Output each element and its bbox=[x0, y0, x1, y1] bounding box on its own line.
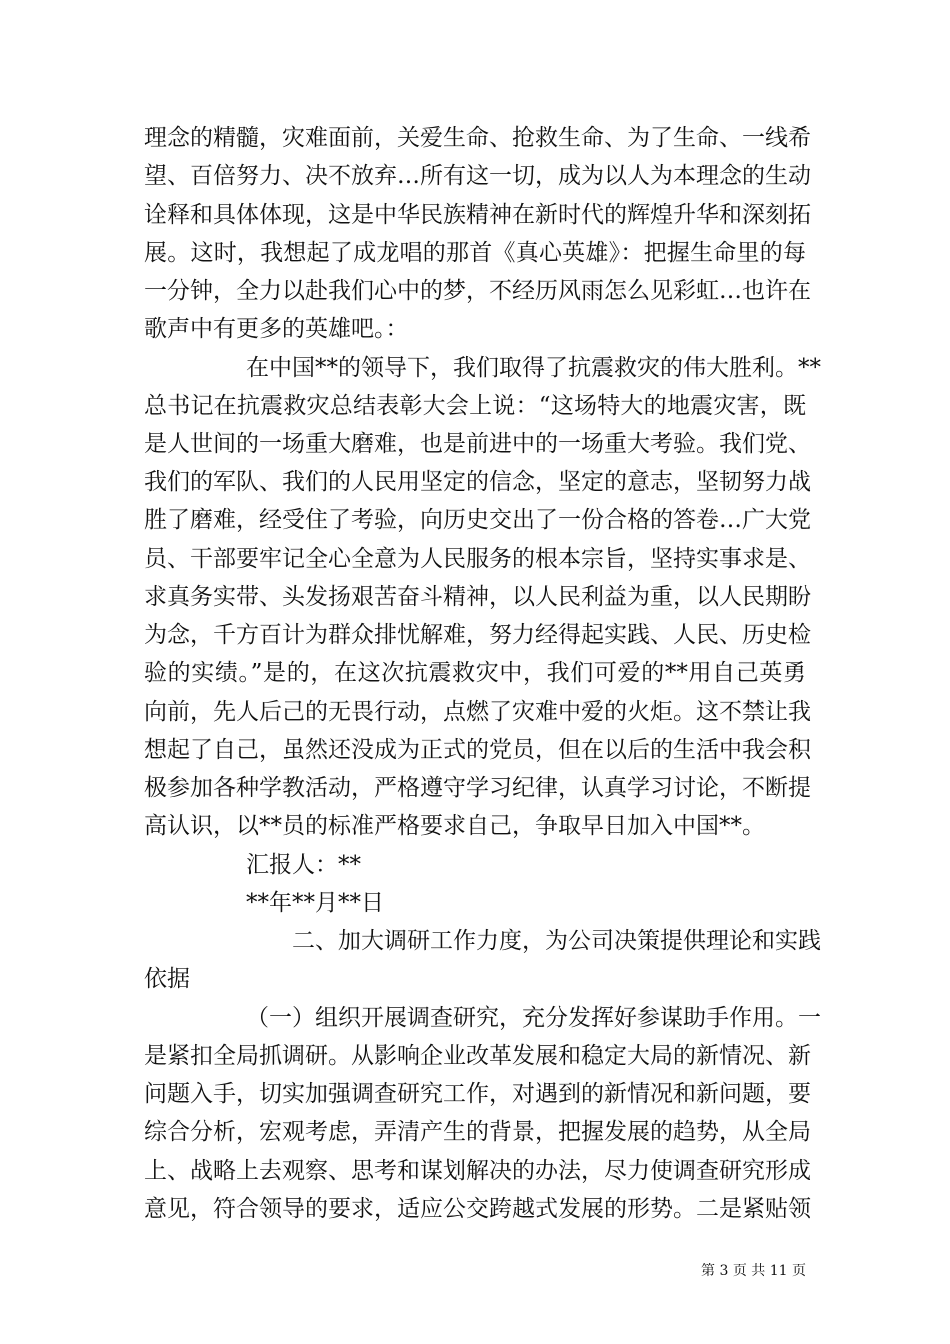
body-text-line: 是紧扣全局抓调研。从影响企业改革发展和稳定大局的新情况、新 bbox=[144, 1043, 811, 1069]
body-text-line: 极参加各种学教活动，严格遵守学习纪律，认真学习讨论，不断提 bbox=[144, 775, 811, 801]
report-date: **年**月**日 bbox=[246, 890, 384, 916]
section-heading: 二、加大调研工作力度，为公司决策提供理论和实践 bbox=[292, 928, 821, 954]
body-text-line: 高认识，以**员的标准严格要求自己，争取早日加入中国**。 bbox=[144, 813, 765, 839]
page-number-footer: 第 3 页 共 11 页 bbox=[701, 1263, 806, 1279]
body-text-line: 展。这时，我想起了成龙唱的那首《真心英雄》：把握生命里的每 bbox=[144, 240, 806, 266]
body-text-line: 理念的精髓，灾难面前，关爱生命、抢救生命、为了生命、一线希 bbox=[144, 125, 811, 151]
reporter-signature: 汇报人：** bbox=[246, 852, 361, 878]
body-text-line: 上、战略上去观察、思考和谋划解决的办法，尽力使调查研究形成 bbox=[144, 1158, 811, 1184]
body-text-line: 是人世间的一场重大磨难，也是前进中的一场重大考验。我们党、 bbox=[144, 431, 811, 457]
body-text-line: 诠释和具体体现，这是中华民族精神在新时代的辉煌升华和深刻拓 bbox=[144, 202, 811, 228]
body-text-line: 歌声中有更多的英雄吧。： bbox=[144, 316, 409, 342]
section-heading-continued: 依据 bbox=[144, 966, 190, 992]
body-text-line: 想起了自己，虽然还没成为正式的党员，但在以后的生活中我会积 bbox=[144, 737, 811, 763]
body-text-line: 向前，先人后己的无畏行动，点燃了灾难中爱的火炬。这不禁让我 bbox=[144, 699, 811, 725]
body-text-line: 员、干部要牢记全心全意为人民服务的根本宗旨，坚持实事求是、 bbox=[144, 546, 811, 572]
body-text-line: 为念，千方百计为群众排忧解难，努力经得起实践、人民、历史检 bbox=[144, 622, 811, 648]
body-text-line: 胜了磨难，经受住了考验，向历史交出了一份合格的答卷…广大党 bbox=[144, 507, 811, 533]
body-text-line: （一）组织开展调查研究，充分发挥好参谋助手作用。一 bbox=[246, 1005, 821, 1031]
body-text-line: 问题入手，切实加强调查研究工作，对遇到的新情况和新问题，要 bbox=[144, 1081, 811, 1107]
body-text-line: 求真务实带、头发扬艰苦奋斗精神，以人民利益为重，以人民期盼 bbox=[144, 584, 811, 610]
body-text-line: 我们的军队、我们的人民用坚定的信念，坚定的意志，坚韧努力战 bbox=[144, 469, 811, 495]
body-text-line: 综合分析，宏观考虑，弄清产生的背景，把握发展的趋势，从全局 bbox=[144, 1119, 811, 1145]
body-text-line: 意见，符合领导的要求，适应公交跨越式发展的形势。二是紧贴领 bbox=[144, 1196, 811, 1222]
body-text-line: 验的实绩。”是的，在这次抗震救灾中，我们可爱的**用自己英勇 bbox=[144, 660, 806, 686]
body-text-line: 在中国**的领导下，我们取得了抗震救灾的伟大胜利。** bbox=[246, 355, 821, 381]
body-text-line: 总书记在抗震救灾总结表彰大会上说：“这场特大的地震灾害，既 bbox=[144, 393, 806, 419]
body-text-line: 一分钟，全力以赴我们心中的梦，不经历风雨怎么见彩虹…也许在 bbox=[144, 278, 811, 304]
body-text-line: 望、百倍努力、决不放弃…所有这一切，成为以人为本理念的生动 bbox=[144, 163, 811, 189]
